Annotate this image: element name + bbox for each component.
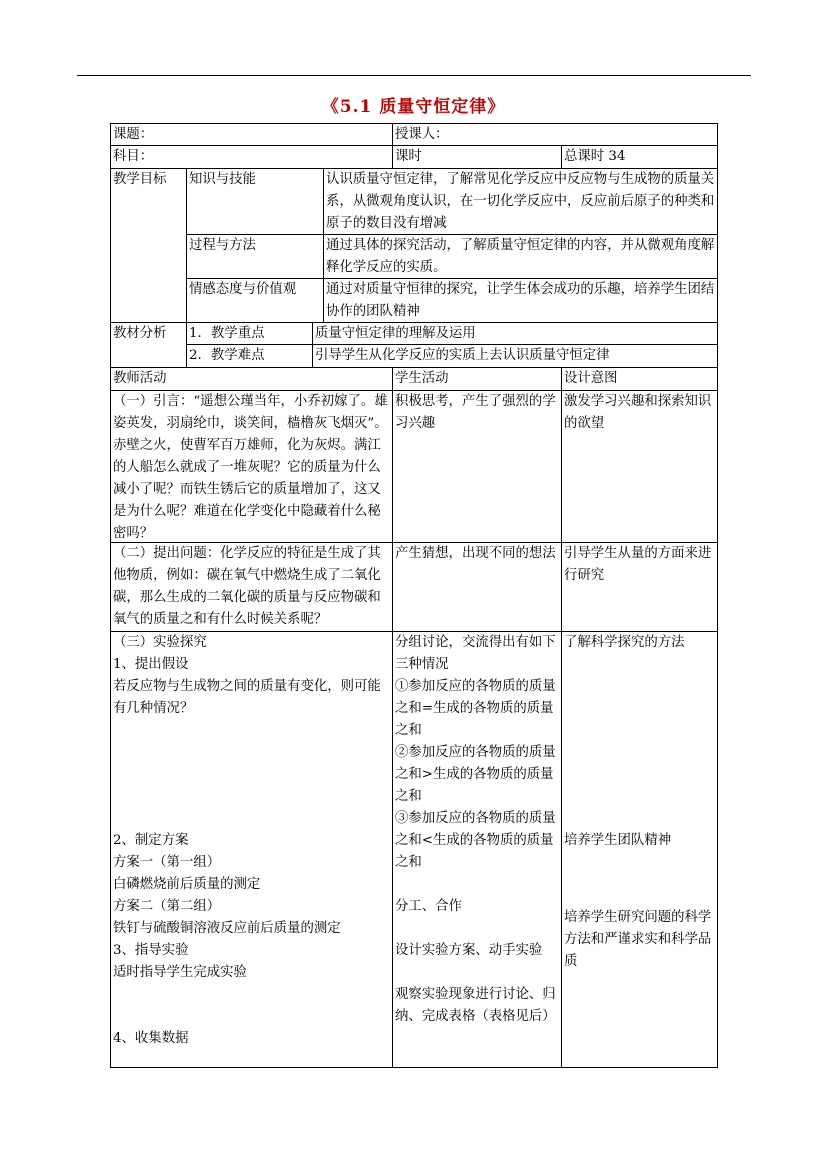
objectives-label: 教学目标 [110,168,187,323]
lesson-cell: 课时 [392,145,562,169]
total-lessons-cell: 总课时 34 [561,145,718,169]
student-case: ①参加反应的各物质的质量之和=生成的各物质的质量之和 [395,679,556,738]
objective-text: 认识质量守恒定律，了解常见化学反应中反应物与生成物的质量关系，从微观角度认识，在一切化学反应中，反应前后原子的种类和原子的数目没有增减 [323,168,718,235]
subject-cell: 科目： [110,145,393,169]
analysis-text: 引导学生从化学反应的实质上去认识质量守恒定律 [312,344,718,368]
student-activity-experiment [392,631,562,1068]
objective-text: 通过具体的探究活动，了解质量守恒定律的内容，并从微观角度解释化学反应的实质。 [323,234,718,279]
design-intent-experiment [561,631,718,1068]
analysis-category: 1．教学重点 [186,322,313,345]
guide-text: 适时指导学生完成实验 [113,965,247,980]
student-activity-intro: 积极思考，产生了强烈的学习兴趣 [392,390,562,543]
student-case: ③参加反应的各物质的质量之和<生成的各物质的质量之和 [395,811,556,870]
student-design: 设计实验方案、动手实验 [395,943,543,958]
teacher-activity-experiment [110,631,393,1068]
teacher-cell: 授课人： [392,123,718,146]
teacher-activity-question: （二）提出问题：化学反应的特征是生成了其他物质，例如：碳在氧气中燃烧生成了二氧化碳，那么生成的二氧化碳的质量与反应物碳和氧气的质量之和有什么时候关系呢？ [110,542,393,632]
hypothesis-text: 若反应物与生成物之间的质量有变化，则可能有几种情况？ [113,679,381,716]
analysis-text: 质量守恒定律的理解及运用 [312,322,718,345]
student-intro: 分组讨论，交流得出有如下三种情况 [395,635,556,672]
plan1-text: 白磷燃烧前后质量的测定 [113,877,261,892]
topic-cell: 课题： [110,123,393,146]
experiment-heading: （三）实验探究 [113,635,207,650]
hypothesis-title: 1、提出假设 [113,657,189,672]
guide-title: 3、指导实验 [113,943,189,958]
intent-method: 了解科学探究的方法 [564,635,685,650]
plan2-title: 方案二（第二组） [113,899,221,914]
design-intent-intro: 激发学习兴趣和探索知识的欲望 [561,390,718,543]
design-intent-header: 设计意图 [561,367,718,391]
objective-category: 知识与技能 [186,168,324,235]
student-activity-header: 学生活动 [392,367,562,391]
document-title: 《5.1 质量守恒定律》 [321,97,506,117]
top-rule [77,75,751,76]
objective-text: 通过对质量守恒律的探究，让学生体会成功的乐趣，培养学生团结协作的团队精神 [323,278,718,323]
teacher-activity-header: 教师活动 [110,367,393,391]
objective-category: 情感态度与价值观 [186,278,324,323]
student-case: ②参加反应的各物质的质量之和>生成的各物质的质量之和 [395,745,556,804]
analysis-category: 2．教学难点 [186,344,313,368]
intent-science: 培养学生研究问题的科学方法和严谨求实和科学品质 [564,910,712,969]
collect-title: 4、收集数据 [113,1031,189,1046]
teacher-activity-intro: （一）引言：“遥想公瑾当年，小乔初嫁了。雄姿英发，羽扇纶巾，谈笑间，樯橹灰飞烟灭”。赤壁之火，使曹军百万雄师，化为灰烬。满江的人船怎么就成了一堆灰呢？它的质量为什么减小了呢？而铁生锈后它的质量增加了，这又是为什么呢？难道在化学变化中隐藏着什么秘密吗？ [110,390,393,543]
analysis-label: 教材分析 [110,322,187,368]
plan-title: 2、制定方案 [113,833,189,848]
objective-category: 过程与方法 [186,234,324,279]
student-cooperate: 分工、合作 [395,899,462,914]
design-intent-question: 引导学生从量的方面来进行研究 [561,542,718,632]
plan2-text: 铁钉与硫酸铜溶液反应前后质量的测定 [113,921,341,936]
intent-team: 培养学生团队精神 [564,833,672,848]
plan1-title: 方案一（第一组） [113,855,221,870]
student-activity-question: 产生猜想，出现不同的想法 [392,542,562,632]
student-observe: 观察实验现象进行讨论、归纳、完成表格（表格见后） [395,987,556,1024]
